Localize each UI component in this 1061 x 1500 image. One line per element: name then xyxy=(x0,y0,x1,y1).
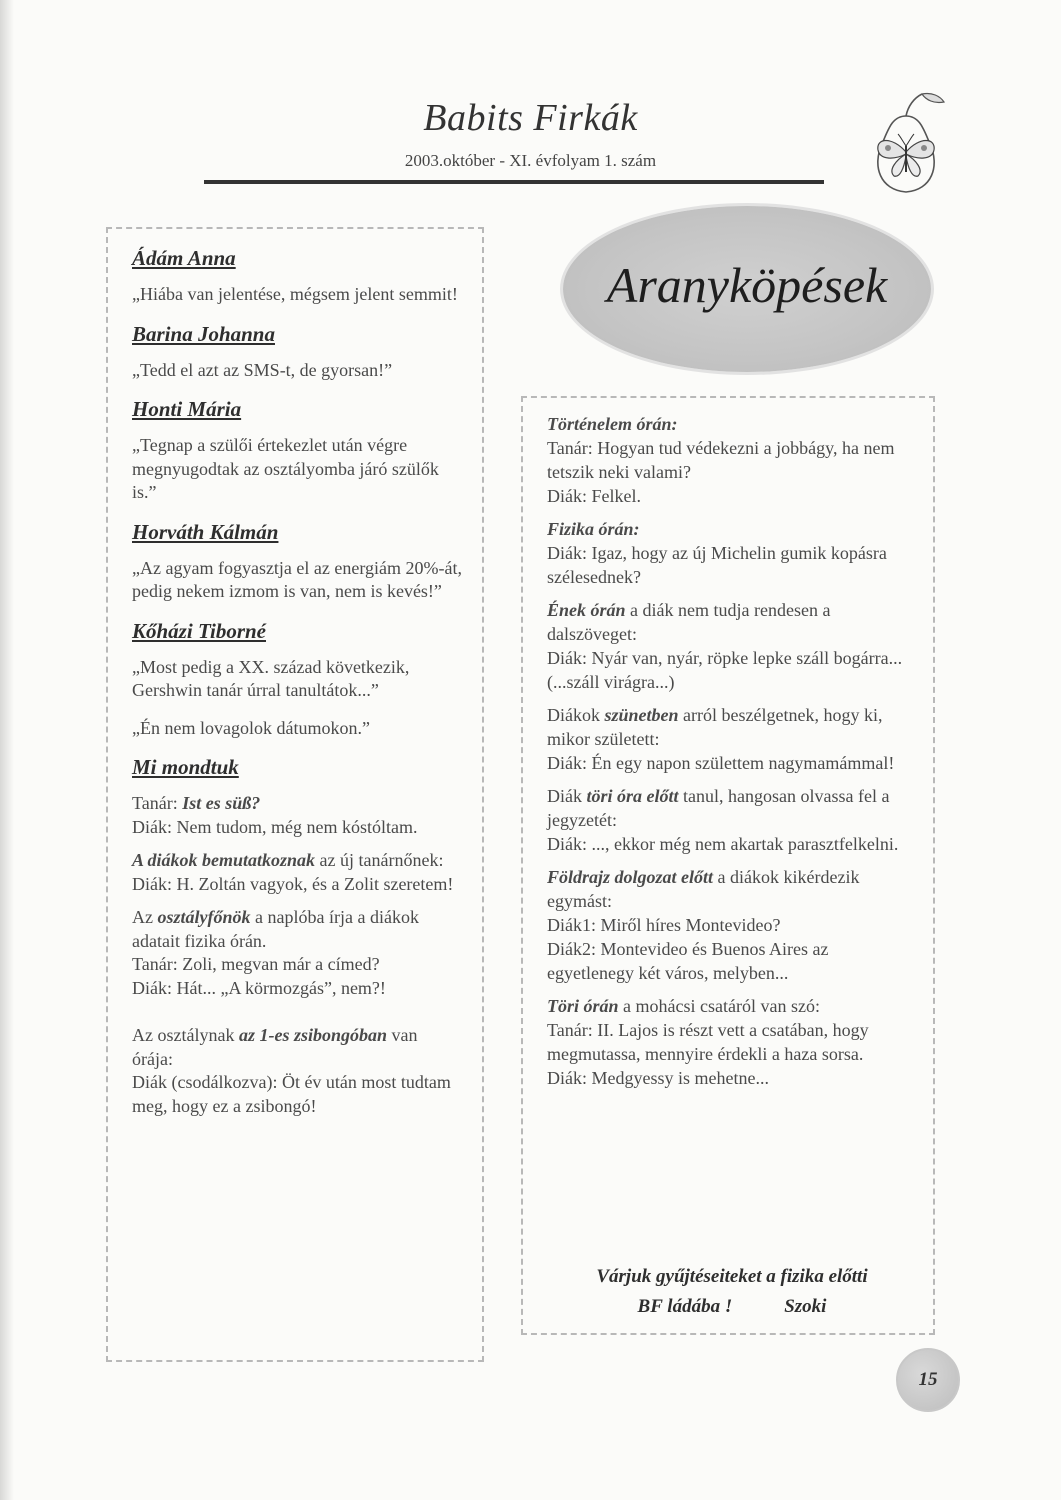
quote: „Én nem lovagolok dátumokon.” xyxy=(132,717,370,738)
situation-bold: Ének órán xyxy=(547,600,626,620)
anecdote xyxy=(547,703,917,775)
masthead-title: Babits Firkák xyxy=(423,97,638,139)
teacher-name: Ádám Anna xyxy=(132,246,236,270)
line-plain: Diák: Nem tudom, még nem kóstóltam. xyxy=(132,816,418,837)
situation-bold: A diákok bemutatkoznak xyxy=(132,850,316,870)
line-plain: Diák: H. Zoltán vagyok, és a Zolit szeretem! xyxy=(132,873,454,894)
situation-bold: szünetben xyxy=(604,705,679,725)
anecdote xyxy=(547,865,917,985)
anecdote xyxy=(547,598,917,694)
situation-lead: Az xyxy=(132,907,158,927)
situation-bold: osztályfőnök xyxy=(157,907,251,927)
teacher-name: Honti Mária xyxy=(132,397,242,421)
teacher-name: Barina Johanna xyxy=(132,321,275,346)
situation-bold: Történelem órán: xyxy=(547,414,678,434)
situation-bold: Fizika órán: xyxy=(547,519,640,539)
quote: „Az agyam fogyasztja el az energiám 20%-át, pedig nekem izmom is van, nem is kevés!” xyxy=(132,557,463,601)
situation-rest: a mohácsi csatáról van szó: xyxy=(618,996,820,1016)
scan-edge-shadow xyxy=(0,0,14,1500)
signature: Szoki xyxy=(784,1296,827,1317)
pear-butterfly-logo-icon xyxy=(862,86,950,198)
line-plain: Tanár: xyxy=(132,793,183,813)
dialogue-line: Diák: Igaz, hogy az új Michelin gumik kopásra szélesednek? xyxy=(547,543,887,587)
footer-call xyxy=(548,1262,916,1322)
anecdote xyxy=(132,849,462,896)
situation-rest: a diákok kikérdezik egymást: xyxy=(547,867,860,911)
line-plain: Diák (csodálkozva): Öt év után most tudtam meg, hogy ez a zsibongó! xyxy=(132,1072,451,1116)
dialogue-line: Diák: Én egy napon születtem nagymamámmal! xyxy=(547,753,895,773)
situation-lead: Diák xyxy=(547,786,587,806)
footer-line: BF ládába ! xyxy=(637,1296,733,1317)
anecdote xyxy=(547,517,917,589)
situation-bold: Töri órán xyxy=(547,996,619,1016)
situation-rest: van órája: xyxy=(132,1025,418,1069)
banner-title: Aranyköpések xyxy=(606,257,888,313)
dialogue-line: Diák: Felkel. xyxy=(547,486,641,506)
situation-rest: a naplóba írja a diákok adatait fizika órán. xyxy=(132,907,419,951)
right-anecdotes-box xyxy=(521,396,935,1335)
situation-bold: Földrajz dolgozat előtt xyxy=(547,867,714,887)
section-heading: Mi mondtuk xyxy=(132,755,239,779)
line-plain: Diák: Hát... „A körmozgás”, nem?! xyxy=(132,977,386,998)
quote: „Hiába van jelentése, mégsem jelent semmit! xyxy=(132,284,458,304)
anecdote xyxy=(547,784,917,856)
situation-lead: Az osztálynak xyxy=(132,1025,239,1045)
situation-rest: a diák nem tudja rendesen a dalszöveget: xyxy=(547,600,831,644)
footer-line: Várjuk gyűjtéseiteket a fizika előtti xyxy=(596,1266,868,1287)
anecdote xyxy=(132,1024,462,1118)
situation-rest: tanul, hangosan olvassa fel a jegyzetét: xyxy=(547,786,890,830)
masthead-rule xyxy=(204,180,824,184)
situation-bold: töri óra előtt xyxy=(586,786,679,806)
page-number: 15 xyxy=(896,1348,960,1412)
line-plain: Tanár: Zoli, megvan már a címed? xyxy=(132,954,380,974)
anecdote xyxy=(132,906,462,1000)
situation-lead: Diákok xyxy=(547,705,605,725)
line-bold: Ist es süß? xyxy=(182,793,261,813)
quote: „Tegnap a szülői értekezlet után végre megnyugodtak az osztályomba járó szülők is.” xyxy=(132,435,439,502)
dialogue-line: Tanár: II. Lajos is részt vett a csatában, hogy megmutassa, mennyire érdekli a haza sorsa. xyxy=(547,1020,869,1064)
anecdote xyxy=(132,792,462,839)
dialogue-line: Diák: Nyár van, nyár, röpke lepke száll bogárra... (...száll virágra...) xyxy=(547,648,903,692)
dialogue-line: Diák1: Miről híres Montevideo? xyxy=(547,915,781,935)
masthead-subtitle: 2003.október - XI. évfolyam 1. szám xyxy=(404,151,657,170)
anecdote xyxy=(547,994,917,1090)
dialogue-line: Tanár: Hogyan tud védekezni a jobbágy, ha nem tetszik neki valami? xyxy=(547,438,895,482)
dialogue-line: Diák: ..., ekkor még nem akartak parasztfelkelni. xyxy=(547,834,899,854)
situation-rest: az új tanárnőnek: xyxy=(315,850,444,870)
anecdote xyxy=(547,412,917,508)
teacher-name: Horváth Kálmán xyxy=(132,519,279,544)
teacher-name: Kőházi Tiborné xyxy=(132,618,266,643)
situation-rest: arról beszélgetnek, hogy ki, mikor született: xyxy=(547,705,883,749)
quote: „Tedd el azt az SMS-t, de gyorsan!” xyxy=(132,359,393,380)
dialogue-line: Diák: Medgyessy is mehetne... xyxy=(547,1068,769,1088)
left-quotes-box xyxy=(106,227,484,1362)
quote: „Most pedig a XX. század következik, Gershwin tanár úrral tanultátok...” xyxy=(132,656,410,700)
dialogue-line: Diák2: Montevideo és Buenos Aires az egyetlenegy két város, melyben... xyxy=(547,939,829,983)
situation-bold: az 1-es zsibongóban xyxy=(238,1025,387,1045)
